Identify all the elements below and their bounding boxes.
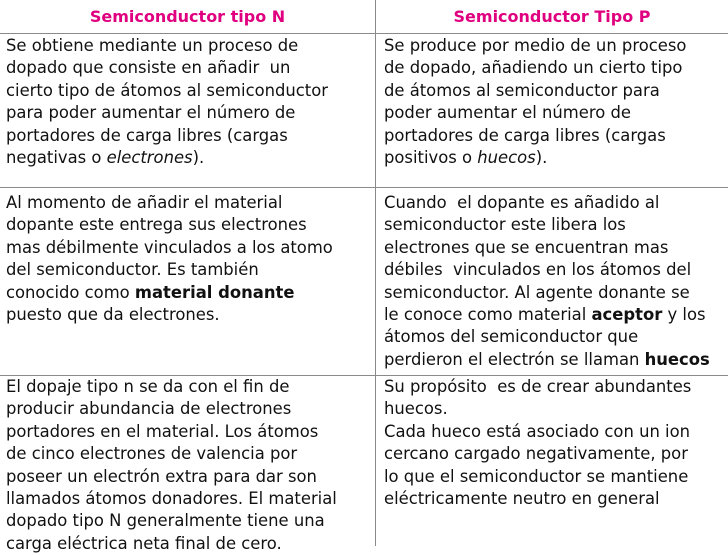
row2-left-text: Al momento de añadir el material dopante este entrega sus electrones mas débilmente vinculados a los atomo del semiconductor. Es también conocido como material donante puesto que da electrones. — [6, 193, 333, 325]
column-divider — [375, 0, 376, 546]
row3-left-text: El dopaje tipo n se da con el fin de producir abundancia de electrones portadores en el material. Los átomos de cinco electrones de valencia por poseer un electrón extra para dar son llamados átomos donadores. El material dopado tipo N generalmente tiene una carga eléctrica neta final de cero. — [6, 377, 337, 553]
row1-left-text: Se obtiene mediante un proceso de dopado que consiste en añadir un cierto tipo de átomos al semiconductor para poder aumentar el número de portadores de carga libres (cargas negativas o electrones). — [6, 36, 328, 168]
header-tipo-p: Semiconductor Tipo P — [453, 7, 651, 26]
row-divider — [0, 33, 728, 34]
row-divider — [0, 187, 728, 188]
header-tipo-n: Semiconductor tipo N — [89, 7, 286, 26]
row3-right-text: Su propósito es de crear abundantes huecos. Cada hueco está asociado con un ion cercano cargado negativamente, por lo que el semiconductor se mantiene eléctricamente neutro en general — [384, 377, 692, 509]
row2-right-text: Cuando el dopante es añadido al semiconductor este libera los electrones que se encuentran mas débiles vinculados en los átomos del semiconductor. Al agente donante se le conoce como material aceptor y los átomos del semiconductor que perdieron el electrón se llaman huecos — [384, 193, 710, 369]
row1-right-text: Se produce por medio de un proceso de dopado, añadiendo un cierto tipo de átomos al semiconductor para poder aumentar el número de portadores de carga libres (cargas positivos o huecos). — [384, 36, 687, 168]
